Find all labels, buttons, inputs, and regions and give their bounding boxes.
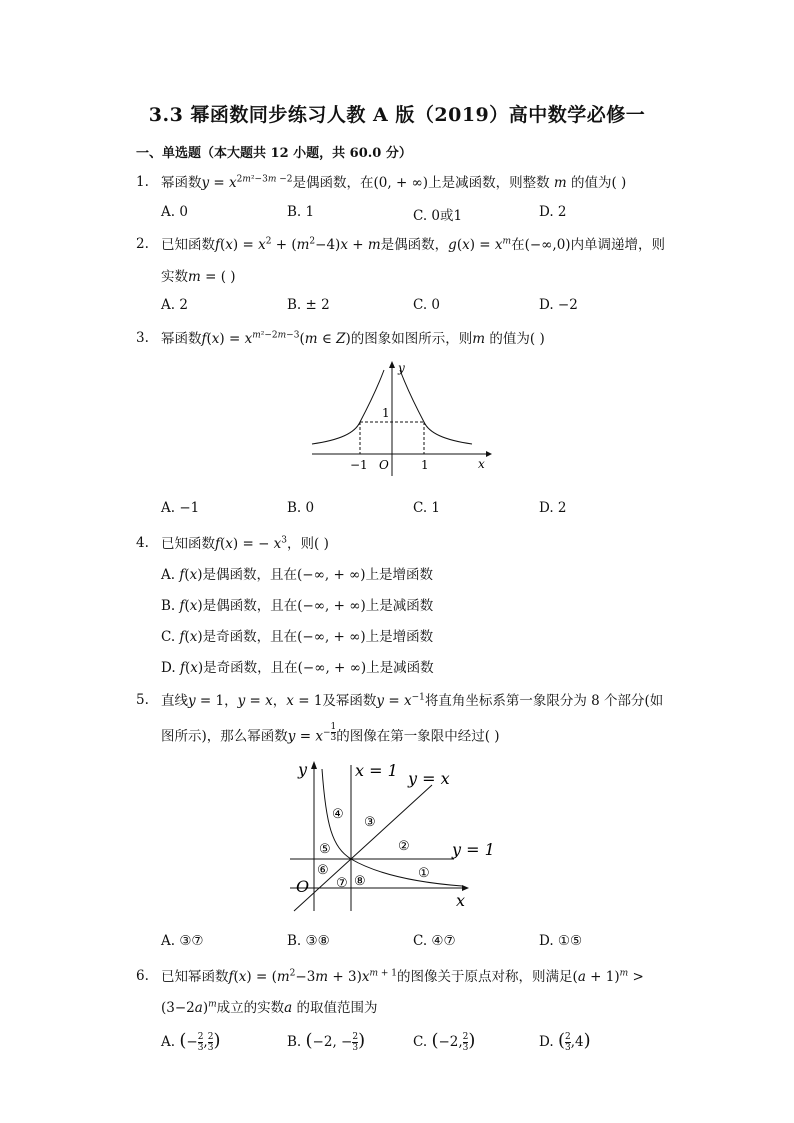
curve-left-branch bbox=[312, 370, 384, 444]
question-5-option-b: B. ③⑧ bbox=[287, 933, 330, 949]
region-7: ⑦ bbox=[336, 876, 348, 891]
label-y-eq-1: y = 1 bbox=[452, 840, 495, 859]
question-2-option-c: C. 0 bbox=[413, 297, 441, 313]
region-1: ① bbox=[418, 866, 430, 881]
curve-right-branch bbox=[400, 370, 472, 444]
section-heading: 一、单选题（本大题共 12 小题，共 60.0 分） bbox=[136, 146, 412, 161]
question-5-line-2: 图所示)，那么幂函数$y = x^{- \frac{1}{3}}$ 的图像在第一象限中经过( ) bbox=[161, 722, 500, 745]
region-5: ⑤ bbox=[319, 842, 331, 857]
question-4-option-c: C. f(x)是奇函数，且在(−∞, + ∞)上是增函数 bbox=[161, 629, 434, 645]
question-2-line-1: 已知函数$f(x) = x^2 + (m^2-4)x + m$是偶函数，$g(x) = x^m$在(−∞,0)内单调递增，则 bbox=[161, 236, 666, 253]
question-4-option-b: B. f(x)是偶函数，且在(−∞, + ∞)上是减函数 bbox=[161, 598, 434, 614]
label-y-eq-x: y = x bbox=[408, 769, 450, 788]
region-3: ③ bbox=[364, 815, 376, 830]
question-5-option-c: C. ④⑦ bbox=[413, 933, 456, 949]
label-one-y: 1 bbox=[382, 406, 390, 420]
question-1-number: 1. bbox=[136, 174, 149, 190]
y-axis-arrow bbox=[311, 761, 317, 769]
question-3-option-a: A. −1 bbox=[161, 500, 200, 516]
question-3-graph bbox=[300, 358, 500, 478]
label-neg-one: −1 bbox=[350, 458, 368, 472]
question-3-number: 3. bbox=[136, 330, 149, 346]
region-8: ⑧ bbox=[354, 874, 366, 889]
y-axis-arrow bbox=[389, 361, 395, 368]
label-x-eq-1: x = 1 bbox=[355, 761, 398, 780]
question-6-option-d: D. ( $\frac{2}{3}$ ,4) bbox=[539, 1030, 591, 1053]
x-axis-arrow bbox=[486, 451, 492, 457]
question-1-option-d: D. 2 bbox=[539, 204, 567, 220]
question-6-line-1: 已知幂函数$f(x) = (m^2-3m + 3)x^{m + 1}$的图像关于原点对称，则满足$(a + 1)^m$ > bbox=[161, 968, 644, 985]
question-6-number: 6. bbox=[136, 968, 149, 984]
question-4-text: 已知函数f(x) = − $x^3$，则( ) bbox=[161, 535, 329, 552]
line-y-eq-x bbox=[294, 785, 432, 911]
question-6-option-a: A. (− $\frac{2}{3}$ , $\frac{2}{3}$ ) bbox=[161, 1030, 221, 1053]
label-one-x: 1 bbox=[421, 458, 429, 472]
question-2-option-a: A. 2 bbox=[161, 297, 188, 313]
y-axis-label: y bbox=[398, 361, 405, 375]
question-5-number: 5. bbox=[136, 692, 149, 708]
question-2-option-b: B. ± 2 bbox=[287, 297, 330, 313]
region-4: ④ bbox=[332, 807, 344, 822]
x-axis-label: x bbox=[456, 891, 466, 910]
question-2-number: 2. bbox=[136, 236, 149, 252]
question-1-option-a: A. 0 bbox=[161, 204, 188, 220]
question-4-option-d: D. f(x)是奇函数，且在(−∞, + ∞)上是减函数 bbox=[161, 660, 434, 676]
question-6-option-c: C. (−2, $\frac{2}{3}$ ) bbox=[413, 1030, 476, 1053]
question-4-number: 4. bbox=[136, 535, 149, 551]
question-5-option-a: A. ③⑦ bbox=[161, 933, 204, 949]
region-2: ② bbox=[398, 839, 410, 854]
question-2-option-d: D. −2 bbox=[539, 297, 578, 313]
question-6-option-b: B. (−2, − $\frac{2}{3}$ ) bbox=[287, 1030, 366, 1053]
page-title: 3.3 幂函数同步练习人教 A 版（2019）高中数学必修一 bbox=[148, 104, 646, 126]
x-axis-label: x bbox=[478, 457, 485, 471]
question-3-option-b: B. 0 bbox=[287, 500, 315, 516]
question-3-option-d: D. 2 bbox=[539, 500, 567, 516]
origin-label: O bbox=[296, 877, 310, 896]
label-origin: O bbox=[379, 458, 389, 472]
question-3-text: 幂函数$f(x) = x^{m^2-2m-3}(m$ ∈ Z)的图象如图所示，则m 的值为( ) bbox=[161, 330, 545, 347]
question-3-option-c: C. 1 bbox=[413, 500, 441, 516]
question-1-text: 幂函数$y = x^{2m^2-3m -2}$是偶函数，在(0, + ∞)上是减函数，则整数 m 的值为( ) bbox=[161, 174, 627, 191]
question-6-line-2: $(3-2a)^m$成立的实数a 的取值范围为 bbox=[161, 999, 378, 1016]
region-6: ⑥ bbox=[317, 863, 329, 878]
y-axis-label: y bbox=[298, 760, 308, 779]
question-1-option-c: C. 0或1 bbox=[413, 208, 463, 224]
question-5-line-1: 直线y = 1，y = x，x = 1及幂函数$y = x^{-1}$将直角坐标系第一象限分为 8 个部分(如 bbox=[161, 692, 664, 709]
question-2-line-2: 实数m = ( ) bbox=[161, 269, 236, 285]
question-1-option-b: B. 1 bbox=[287, 204, 315, 220]
question-5-option-d: D. ①⑤ bbox=[539, 933, 583, 949]
question-4-option-a: A. f(x)是偶函数，且在(−∞, + ∞)上是增函数 bbox=[161, 567, 434, 583]
question-5-graph bbox=[280, 755, 495, 915]
